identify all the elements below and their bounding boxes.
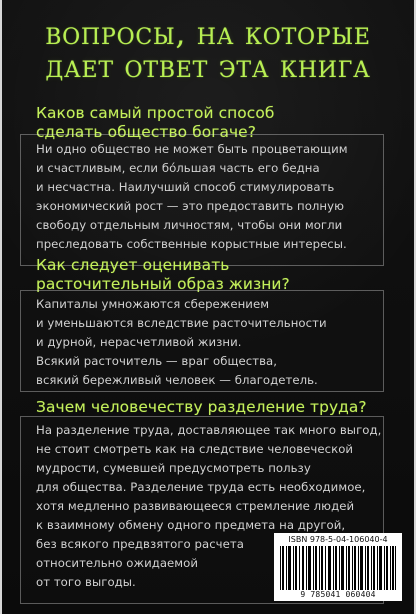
answer-text-1: [36, 140, 386, 254]
barcode-icon: [278, 546, 398, 590]
answer-3-line-8: относительно ожидаемой: [36, 556, 199, 570]
question-3: [36, 398, 391, 417]
answer-3-line-4: для общества. Разделение труда есть необходимое,: [36, 480, 366, 494]
answer-3-line-3: мудрости, сумевшей предусмотреть пользу: [36, 461, 311, 475]
answer-3-line-5: хотя медленно развивающееся стремление людей: [36, 499, 355, 513]
answer-2-line-3: и дурной, нерасчетливой жизни.: [36, 335, 242, 349]
answer-1-line-3: и несчастна. Наилучший способ стимулировать: [36, 180, 335, 194]
answer-2-line-4: Всякий расточитель — враг общества,: [36, 354, 278, 368]
cover-heading-line-2: дает ответ эта книга: [45, 49, 371, 85]
answer-2-line-2: и уменьшаются вследствие расточительности: [36, 316, 327, 330]
cover-heading-line-1: вопросы, на которые: [45, 16, 371, 52]
answer-1-line-6: преследовать собственные корыстные интересы.: [36, 237, 347, 251]
question-1-line-1: Каков самый простой способ: [36, 104, 275, 122]
answer-text-2: [36, 295, 386, 390]
question-1-line-2: сделать общество богаче?: [36, 123, 257, 141]
question-3-line-1: Зачем человечеству разделение труда?: [36, 398, 367, 416]
question-2-line-2: расточительный образ жизни?: [36, 275, 290, 293]
answer-1-line-2: и счастливым, если бóльшая часть его бедна: [36, 161, 320, 175]
question-2-line-1: Как следует оценивать: [36, 256, 230, 274]
answer-3-line-6: к взаимному обмену одного предмета на другой,: [36, 518, 346, 532]
question-2: [36, 256, 391, 294]
question-block-2: [36, 256, 391, 294]
answer-1-line-5: свободу отдельным личностям, чтобы они могли: [36, 218, 343, 232]
answer-3-line-2: не стоит смотреть как на следствие человеческой: [36, 442, 354, 456]
isbn-label: ISBN 978-5-04-106040-4: [288, 535, 388, 544]
answer-2-line-5: всякий бережливый человек — благодетель.: [36, 373, 318, 387]
answer-2-line-1: Капиталы умножаются сбережением: [36, 297, 270, 311]
answer-3-line-7: без всякого предвзятого расчета: [36, 537, 244, 551]
barcode-number: 9 785041 060404: [278, 591, 398, 599]
cover-heading: [20, 18, 396, 84]
answer-3-line-9: от того выгоды.: [36, 575, 136, 589]
isbn-barcode-block: [274, 533, 402, 601]
answer-1-line-4: экономический рост — это предоставить полную: [36, 199, 344, 213]
question-block-3: [36, 398, 391, 417]
answer-1-line-1: Ни одно общество не может быть процветающим: [36, 142, 348, 156]
answer-3-line-1: На разделение труда, доставляющее так много выгод,: [36, 423, 382, 437]
